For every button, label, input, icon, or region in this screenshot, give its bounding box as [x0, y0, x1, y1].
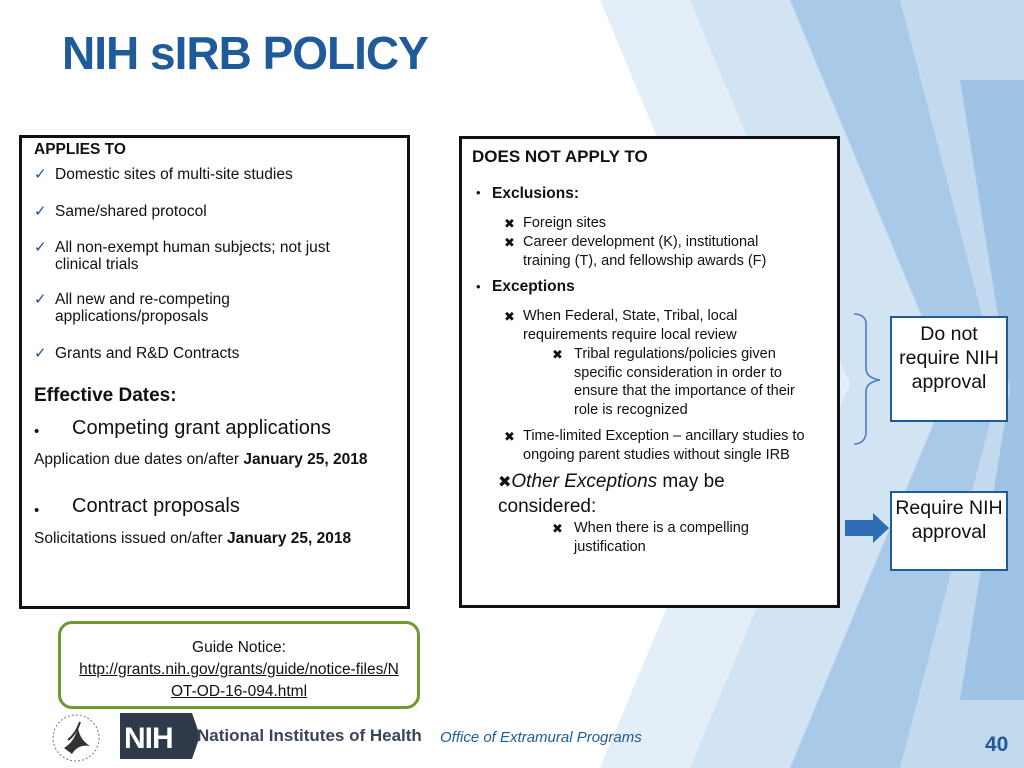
exception-subitem: Tribal regulations/policies given specific consideration in order to ensure that the importance of their role is recognized — [574, 346, 795, 418]
check-icon: ✓ — [34, 345, 47, 362]
guide-notice-box — [58, 621, 420, 709]
x-mark-icon: ✖ — [504, 309, 515, 324]
right-arrow-icon — [843, 512, 891, 544]
brace-icon — [850, 312, 890, 447]
check-icon: ✓ — [34, 203, 47, 220]
contract-date: January 25, 2018 — [227, 530, 352, 547]
other-exceptions-rest: may be considered: — [498, 471, 725, 517]
applies-item: Domestic sites of multi-site studies — [55, 166, 293, 183]
competing-label: Competing grant applications — [72, 417, 332, 439]
exclusion-item: Foreign sites — [523, 215, 607, 231]
exceptions-label: Exceptions — [492, 278, 575, 295]
other-exception-subitem: When there is a compelling justification — [574, 520, 749, 555]
do-not-require-callout: Do not require NIH approval — [890, 316, 1008, 422]
office-name: Office of Extramural Programs — [440, 729, 642, 746]
check-icon: ✓ — [34, 291, 47, 308]
x-mark-icon: ✖ — [552, 521, 563, 536]
applies-item: All new and re-competing applications/proposals — [55, 291, 230, 325]
require-callout: Require NIH approval — [890, 491, 1008, 571]
bullet-icon: • — [34, 502, 40, 519]
effective-dates-heading: Effective Dates: — [34, 385, 177, 406]
guide-notice-label: Guide Notice: — [192, 639, 286, 656]
does-not-apply-heading: DOES NOT APPLY TO — [472, 147, 648, 166]
hhs-seal-icon — [50, 712, 106, 764]
x-mark-icon: ✖ — [504, 235, 515, 250]
does-not-apply-panel — [459, 136, 840, 608]
applies-to-heading: APPLIES TO — [34, 141, 126, 158]
other-exceptions-italic: Other Exceptions — [511, 471, 658, 492]
exclusions-label: Exclusions: — [492, 185, 579, 202]
bullet-icon: • — [476, 185, 481, 200]
bullet-icon: • — [34, 423, 40, 440]
check-icon: ✓ — [34, 239, 47, 256]
x-mark-icon: ✖ — [504, 216, 515, 231]
applies-item: All non-exempt human subjects; not just clinical trials — [55, 239, 330, 273]
applies-item: Same/shared protocol — [55, 203, 207, 220]
bullet-icon: • — [476, 279, 481, 294]
competing-note-prefix: Application due dates on/after — [34, 451, 244, 468]
exclusion-item: Career development (K), institutional training (T), and fellowship awards (F) — [523, 234, 767, 269]
nih-logo-text: NIH — [124, 722, 173, 755]
x-mark-icon: ✖ — [504, 429, 515, 444]
x-mark-icon: ✖ — [498, 474, 512, 491]
exception-item: When Federal, State, Tribal, local requirements require local review — [523, 308, 738, 343]
check-icon: ✓ — [34, 166, 47, 183]
x-mark-icon: ✖ — [552, 347, 563, 362]
page-title: NIH sIRB POLICY — [62, 27, 428, 79]
page-number: 40 — [985, 733, 1009, 756]
exception-item: Time-limited Exception – ancillary studies to ongoing parent studies without single IRB — [523, 428, 805, 463]
applies-to-panel — [19, 135, 410, 609]
guide-notice-link[interactable]: http://grants.nih.gov/grants/guide/notice-files/NOT-OD-16-094.html — [79, 661, 399, 700]
nih-org-name: National Institutes of Health — [197, 726, 422, 745]
contract-note — [34, 530, 351, 547]
other-exceptions — [498, 470, 798, 519]
contract-label: Contract proposals — [72, 495, 240, 517]
competing-note — [34, 451, 368, 468]
competing-date: January 25, 2018 — [243, 451, 368, 468]
contract-note-prefix: Solicitations issued on/after — [34, 530, 227, 547]
applies-item: Grants and R&D Contracts — [55, 345, 240, 362]
